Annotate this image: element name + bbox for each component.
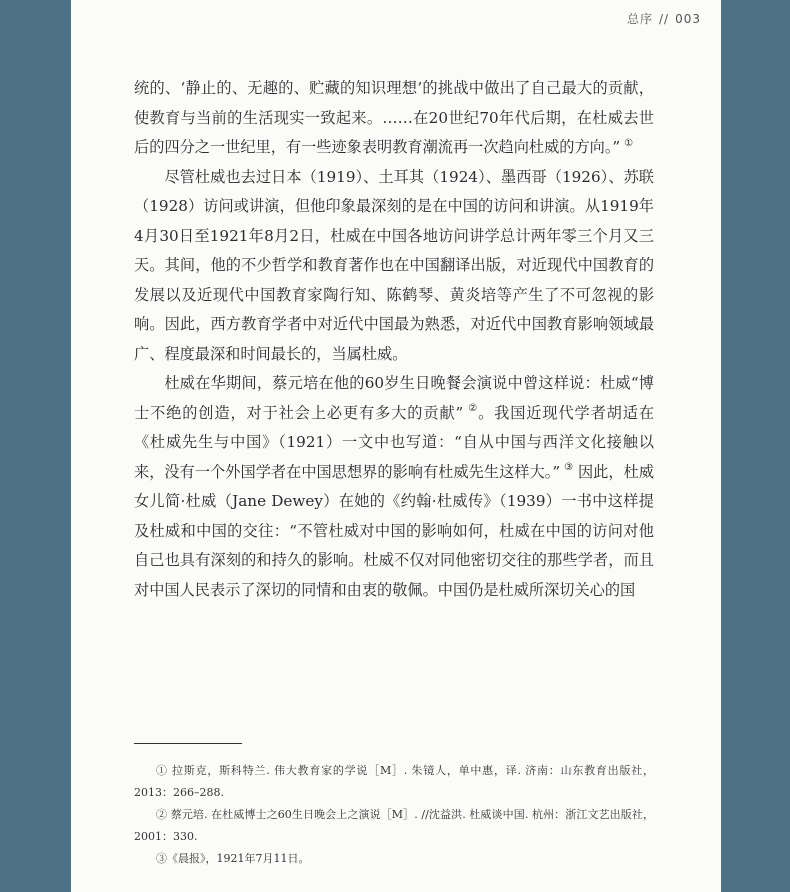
footnote-divider <box>134 743 242 744</box>
paragraph-2: 尽管杜威也去过日本（1919）、土耳其（1924）、墨西哥（1926）、苏联（1928）访问或讲演，但他印象最深刻的是在中国的访问和讲演。从1919年4月30日至1921年8月2日，杜威在中国各地访问讲学总计两年零三个月又三天。其间，他的不少哲学和教育著作也在中国翻译出版，对近现代中国教育的发展以及近现代中国教育家陶行知、陈鹤琴、黄炎培等产生了不可忽视的影响。因此，西方教育学者中对近代中国最为熟悉，对近代中国教育影响领域最广、程度最深和时间最长的，当属杜威。 <box>134 167 654 363</box>
footnote-3: ③《晨报》，1921年7月11日。 <box>156 852 310 865</box>
footnote-ref-1: ① <box>624 137 634 149</box>
paragraph-3-part1: 杜威在华期间，蔡元培在他的60岁生日晚餐会演说中曾这样说：杜威“博士不绝的创造，对于社会上必更有多大的贡献” <box>134 374 654 422</box>
page-number: 003 <box>675 12 701 26</box>
footnote-ref-2: ② <box>467 403 479 415</box>
footnote-ref-3: ③ <box>564 462 574 474</box>
footnote-1: ① 拉斯克，斯科特兰. 伟大教育家的学说［M］. 朱镜人，单中惠，译. 济南：山东教育出版社，2013：266–288. <box>134 764 654 799</box>
header-section: 总序 <box>626 12 653 26</box>
paragraph-3 <box>134 369 654 605</box>
paragraph-1-text: 统的、‘静止的、无趣的、贮藏的知识理想’的挑战中做出了自己最大的贡献，使教育与当前的生活现实一致起来。……在20世纪70年代后期，在杜威去世后的四分之一世纪里，有一些迹象表明教育潮流再一次趋向杜威的方向。” <box>134 79 654 156</box>
footnotes <box>134 760 654 870</box>
paragraph-3-part3: 因此，杜威女儿简·杜威（Jane Dewey）在她的《约翰·杜威传》（1939）一书中这样提及杜威和中国的交往：“不管杜威对中国的影响如何，杜威在中国的访问对他自己也具有深刻的和持久的影响。杜威不仅对同他密切交往的那些学者，而且对中国人民表示了深切的同情和由衷的敬佩。中国仍是杜威所深切关心的国 <box>134 462 655 599</box>
body-text <box>134 74 654 605</box>
running-header <box>627 10 701 27</box>
paragraph-3-part2: 。我国近现代学者胡适在《杜威先生与中国》（1921）一文中也写道：“自从中国与西洋文化接触以来，没有一个外国学者在中国思想界的影响有杜威先生这样大。” <box>134 403 655 481</box>
footnote-2: ② 蔡元培. 在杜威博士之60生日晚会上之演说［M］. //沈益洪. 杜威谈中国. 杭州：浙江文艺出版社，2001：330. <box>134 808 654 843</box>
header-separator: // <box>659 12 670 26</box>
book-page <box>71 0 721 892</box>
paragraph-1 <box>134 74 654 163</box>
